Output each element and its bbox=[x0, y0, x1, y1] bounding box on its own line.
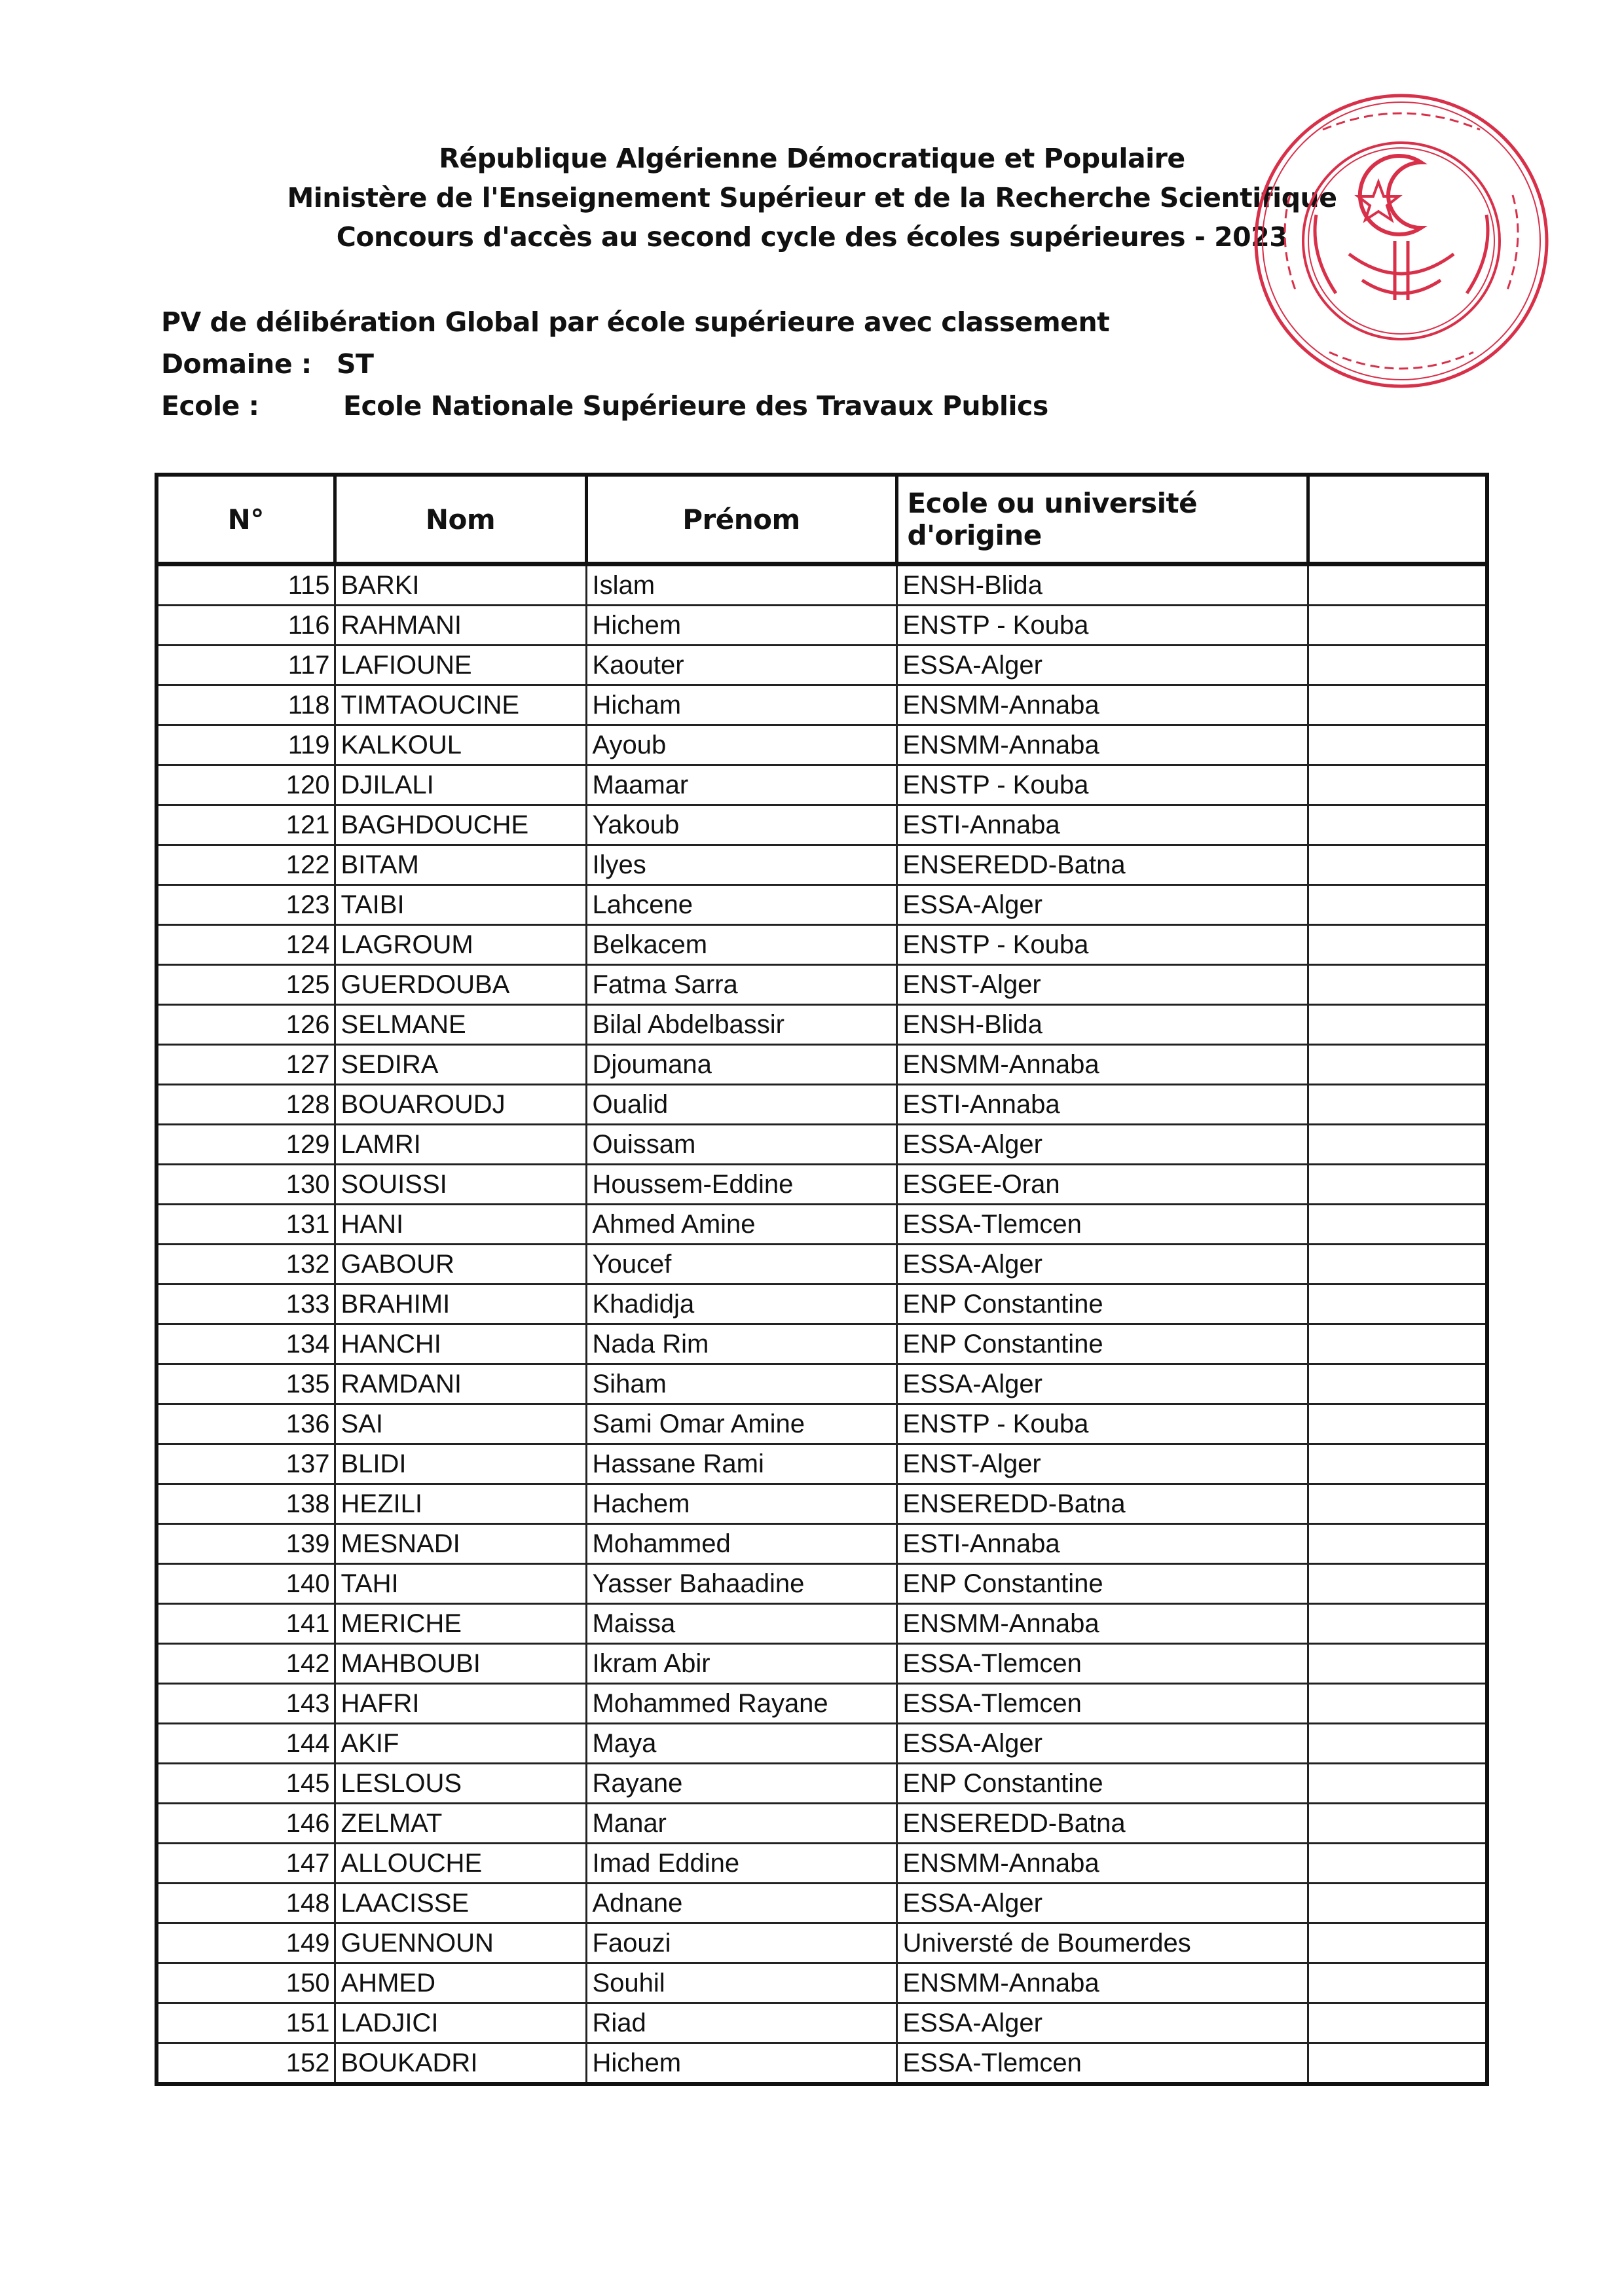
table-row bbox=[157, 1644, 1487, 1684]
table-row bbox=[157, 1884, 1487, 1923]
row-nom: MAHBOUBI bbox=[335, 1644, 586, 1684]
row-number: 123 bbox=[157, 885, 335, 925]
row-ecole-origine: Universté de Boumerdes bbox=[896, 1923, 1308, 1963]
row-empty-cell bbox=[1308, 606, 1487, 646]
row-ecole-origine: ESSA-Tlemcen bbox=[896, 1644, 1308, 1684]
table-row bbox=[157, 564, 1487, 606]
row-nom: LESLOUS bbox=[335, 1764, 586, 1804]
row-prenom: Khadidja bbox=[586, 1285, 896, 1324]
row-number: 139 bbox=[157, 1524, 335, 1564]
row-number: 149 bbox=[157, 1923, 335, 1963]
table-row bbox=[157, 1165, 1487, 1205]
row-number: 143 bbox=[157, 1684, 335, 1724]
row-prenom: Islam bbox=[586, 564, 896, 606]
row-nom: RAHMANI bbox=[335, 606, 586, 646]
row-empty-cell bbox=[1308, 1644, 1487, 1684]
row-empty-cell bbox=[1308, 685, 1487, 725]
row-prenom: Riad bbox=[586, 2003, 896, 2043]
table-row bbox=[157, 1844, 1487, 1884]
row-empty-cell bbox=[1308, 1205, 1487, 1245]
row-empty-cell bbox=[1308, 564, 1487, 606]
row-prenom: Sami Omar Amine bbox=[586, 1404, 896, 1444]
row-number: 124 bbox=[157, 925, 335, 965]
row-prenom: Hichem bbox=[586, 2043, 896, 2085]
row-nom: TIMTAOUCINE bbox=[335, 685, 586, 725]
row-prenom: Maissa bbox=[586, 1604, 896, 1644]
row-nom: HANI bbox=[335, 1205, 586, 1245]
row-prenom: Mohammed bbox=[586, 1524, 896, 1564]
row-prenom: Souhil bbox=[586, 1963, 896, 2003]
row-empty-cell bbox=[1308, 765, 1487, 805]
ecole-value: Ecole Nationale Supérieure des Travaux Publics bbox=[343, 390, 1048, 422]
row-prenom: Yakoub bbox=[586, 805, 896, 845]
row-ecole-origine: ENSMM-Annaba bbox=[896, 1604, 1308, 1644]
row-ecole-origine: ENST-Alger bbox=[896, 965, 1308, 1005]
row-number: 135 bbox=[157, 1364, 335, 1404]
table-row bbox=[157, 765, 1487, 805]
row-number: 122 bbox=[157, 845, 335, 885]
row-empty-cell bbox=[1308, 1245, 1487, 1285]
row-nom: AHMED bbox=[335, 1963, 586, 2003]
row-empty-cell bbox=[1308, 1285, 1487, 1324]
header-ministry: Ministère de l'Enseignement Supérieur et de la Recherche Scientifique bbox=[287, 182, 1337, 213]
row-ecole-origine: ESSA-Alger bbox=[896, 1884, 1308, 1923]
row-nom: ALLOUCHE bbox=[335, 1844, 586, 1884]
row-ecole-origine: ENSMM-Annaba bbox=[896, 1045, 1308, 1085]
row-empty-cell bbox=[1308, 2043, 1487, 2085]
row-empty-cell bbox=[1308, 1524, 1487, 1564]
row-empty-cell bbox=[1308, 1844, 1487, 1884]
row-number: 138 bbox=[157, 1484, 335, 1524]
row-prenom: Ouissam bbox=[586, 1125, 896, 1165]
ecole-label: Ecole : bbox=[161, 390, 259, 422]
row-prenom: Oualid bbox=[586, 1085, 896, 1125]
row-empty-cell bbox=[1308, 1684, 1487, 1724]
row-number: 142 bbox=[157, 1644, 335, 1684]
row-nom: MESNADI bbox=[335, 1524, 586, 1564]
row-nom: SAI bbox=[335, 1404, 586, 1444]
row-nom: LAMRI bbox=[335, 1125, 586, 1165]
row-number: 115 bbox=[157, 564, 335, 606]
row-empty-cell bbox=[1308, 1404, 1487, 1444]
results-table-wrapper bbox=[155, 473, 1485, 2086]
row-empty-cell bbox=[1308, 925, 1487, 965]
header-empty bbox=[1308, 475, 1487, 564]
table-row bbox=[157, 1724, 1487, 1764]
table-row bbox=[157, 1245, 1487, 1285]
row-number: 131 bbox=[157, 1205, 335, 1245]
row-nom: LAACISSE bbox=[335, 1884, 586, 1923]
row-nom: LAFIOUNE bbox=[335, 646, 586, 685]
table-row bbox=[157, 1764, 1487, 1804]
table-row bbox=[157, 1324, 1487, 1364]
row-nom: GABOUR bbox=[335, 1245, 586, 1285]
row-empty-cell bbox=[1308, 885, 1487, 925]
row-prenom: Maya bbox=[586, 1724, 896, 1764]
table-row bbox=[157, 1923, 1487, 1963]
table-row bbox=[157, 845, 1487, 885]
row-empty-cell bbox=[1308, 1444, 1487, 1484]
row-prenom: Ahmed Amine bbox=[586, 1205, 896, 1245]
row-ecole-origine: ESSA-Alger bbox=[896, 1125, 1308, 1165]
row-nom: HEZILI bbox=[335, 1484, 586, 1524]
row-ecole-origine: ENSEREDD-Batna bbox=[896, 1804, 1308, 1844]
table-row bbox=[157, 1364, 1487, 1404]
row-nom: GUENNOUN bbox=[335, 1923, 586, 1963]
row-nom: RAMDANI bbox=[335, 1364, 586, 1404]
table-row bbox=[157, 1205, 1487, 1245]
row-nom: BOUKADRI bbox=[335, 2043, 586, 2085]
row-ecole-origine: ENSMM-Annaba bbox=[896, 685, 1308, 725]
row-ecole-origine: ENSTP - Kouba bbox=[896, 1404, 1308, 1444]
table-body bbox=[157, 564, 1487, 2085]
row-nom: KALKOUL bbox=[335, 725, 586, 765]
row-nom: SEDIRA bbox=[335, 1045, 586, 1085]
row-ecole-origine: ENSTP - Kouba bbox=[896, 606, 1308, 646]
row-prenom: Ilyes bbox=[586, 845, 896, 885]
header-contest: Concours d'accès au second cycle des écoles supérieures - 2023 bbox=[336, 221, 1288, 253]
row-prenom: Manar bbox=[586, 1804, 896, 1844]
row-prenom: Djoumana bbox=[586, 1045, 896, 1085]
row-prenom: Imad Eddine bbox=[586, 1844, 896, 1884]
row-number: 146 bbox=[157, 1804, 335, 1844]
table-row bbox=[157, 1404, 1487, 1444]
row-nom: BARKI bbox=[335, 564, 586, 606]
row-nom: GUERDOUBA bbox=[335, 965, 586, 1005]
row-number: 117 bbox=[157, 646, 335, 685]
row-empty-cell bbox=[1308, 845, 1487, 885]
row-number: 129 bbox=[157, 1125, 335, 1165]
row-number: 126 bbox=[157, 1005, 335, 1045]
header-ecole-origine: Ecole ou université d'origine bbox=[896, 475, 1308, 564]
row-nom: ZELMAT bbox=[335, 1804, 586, 1844]
row-prenom: Maamar bbox=[586, 765, 896, 805]
row-number: 147 bbox=[157, 1844, 335, 1884]
row-empty-cell bbox=[1308, 646, 1487, 685]
table-row bbox=[157, 885, 1487, 925]
table-row bbox=[157, 606, 1487, 646]
row-ecole-origine: ESSA-Tlemcen bbox=[896, 1205, 1308, 1245]
table-row bbox=[157, 685, 1487, 725]
row-number: 130 bbox=[157, 1165, 335, 1205]
row-number: 121 bbox=[157, 805, 335, 845]
table-row bbox=[157, 646, 1487, 685]
row-ecole-origine: ESSA-Alger bbox=[896, 646, 1308, 685]
row-empty-cell bbox=[1308, 1085, 1487, 1125]
row-empty-cell bbox=[1308, 1125, 1487, 1165]
header-republic: République Algérienne Démocratique et Populaire bbox=[439, 143, 1185, 174]
row-nom: DJILALI bbox=[335, 765, 586, 805]
row-empty-cell bbox=[1308, 965, 1487, 1005]
row-ecole-origine: ESSA-Alger bbox=[896, 2003, 1308, 2043]
row-prenom: Hicham bbox=[586, 685, 896, 725]
table-row bbox=[157, 1045, 1487, 1085]
row-nom: HAFRI bbox=[335, 1684, 586, 1724]
row-nom: BITAM bbox=[335, 845, 586, 885]
row-number: 140 bbox=[157, 1564, 335, 1604]
row-ecole-origine: ESTI-Annaba bbox=[896, 1524, 1308, 1564]
domaine-label: Domaine : bbox=[161, 348, 312, 380]
official-seal-icon bbox=[1244, 84, 1559, 398]
row-nom: AKIF bbox=[335, 1724, 586, 1764]
header-number: N° bbox=[157, 475, 335, 564]
row-ecole-origine: ESSA-Alger bbox=[896, 1724, 1308, 1764]
row-number: 125 bbox=[157, 965, 335, 1005]
row-nom: SOUISSI bbox=[335, 1165, 586, 1205]
row-number: 136 bbox=[157, 1404, 335, 1444]
row-prenom: Bilal Abdelbassir bbox=[586, 1005, 896, 1045]
row-number: 145 bbox=[157, 1764, 335, 1804]
row-number: 151 bbox=[157, 2003, 335, 2043]
results-table bbox=[155, 473, 1489, 2086]
row-ecole-origine: ENSMM-Annaba bbox=[896, 1963, 1308, 2003]
row-ecole-origine: ESSA-Alger bbox=[896, 885, 1308, 925]
row-ecole-origine: ENP Constantine bbox=[896, 1285, 1308, 1324]
table-row bbox=[157, 1085, 1487, 1125]
row-nom: LAGROUM bbox=[335, 925, 586, 965]
table-row bbox=[157, 925, 1487, 965]
row-number: 152 bbox=[157, 2043, 335, 2085]
row-empty-cell bbox=[1308, 1045, 1487, 1085]
table-row bbox=[157, 1564, 1487, 1604]
row-empty-cell bbox=[1308, 1764, 1487, 1804]
row-empty-cell bbox=[1308, 2003, 1487, 2043]
row-number: 120 bbox=[157, 765, 335, 805]
table-row bbox=[157, 1484, 1487, 1524]
table-row bbox=[157, 2003, 1487, 2043]
row-prenom: Belkacem bbox=[586, 925, 896, 965]
table-row bbox=[157, 1604, 1487, 1644]
row-empty-cell bbox=[1308, 1324, 1487, 1364]
row-number: 128 bbox=[157, 1085, 335, 1125]
row-nom: BRAHIMI bbox=[335, 1285, 586, 1324]
table-row bbox=[157, 805, 1487, 845]
row-ecole-origine: ENSMM-Annaba bbox=[896, 1844, 1308, 1884]
row-nom: LADJICI bbox=[335, 2003, 586, 2043]
row-nom: TAHI bbox=[335, 1564, 586, 1604]
row-ecole-origine: ESSA-Alger bbox=[896, 1364, 1308, 1404]
table-row bbox=[157, 2043, 1487, 2085]
table-row bbox=[157, 1524, 1487, 1564]
table-row bbox=[157, 1125, 1487, 1165]
row-ecole-origine: ENSH-Blida bbox=[896, 564, 1308, 606]
table-row bbox=[157, 725, 1487, 765]
row-prenom: Houssem-Eddine bbox=[586, 1165, 896, 1205]
row-empty-cell bbox=[1308, 805, 1487, 845]
row-nom: MERICHE bbox=[335, 1604, 586, 1644]
row-prenom: Nada Rim bbox=[586, 1324, 896, 1364]
row-number: 137 bbox=[157, 1444, 335, 1484]
row-number: 116 bbox=[157, 606, 335, 646]
row-prenom: Adnane bbox=[586, 1884, 896, 1923]
row-prenom: Hichem bbox=[586, 606, 896, 646]
row-empty-cell bbox=[1308, 1165, 1487, 1205]
table-row bbox=[157, 1285, 1487, 1324]
row-prenom: Hachem bbox=[586, 1484, 896, 1524]
table-row bbox=[157, 965, 1487, 1005]
row-number: 150 bbox=[157, 1963, 335, 2003]
row-ecole-origine: ENSMM-Annaba bbox=[896, 725, 1308, 765]
row-prenom: Fatma Sarra bbox=[586, 965, 896, 1005]
row-empty-cell bbox=[1308, 1724, 1487, 1764]
table-row bbox=[157, 1005, 1487, 1045]
header-nom: Nom bbox=[335, 475, 586, 564]
row-ecole-origine: ENSTP - Kouba bbox=[896, 765, 1308, 805]
row-nom: SELMANE bbox=[335, 1005, 586, 1045]
row-nom: HANCHI bbox=[335, 1324, 586, 1364]
row-number: 144 bbox=[157, 1724, 335, 1764]
row-ecole-origine: ENSEREDD-Batna bbox=[896, 1484, 1308, 1524]
row-ecole-origine: ESSA-Tlemcen bbox=[896, 1684, 1308, 1724]
table-row bbox=[157, 1963, 1487, 2003]
row-number: 133 bbox=[157, 1285, 335, 1324]
row-prenom: Kaouter bbox=[586, 646, 896, 685]
table-row bbox=[157, 1684, 1487, 1724]
row-nom: BLIDI bbox=[335, 1444, 586, 1484]
row-ecole-origine: ENP Constantine bbox=[896, 1764, 1308, 1804]
row-prenom: Youcef bbox=[586, 1245, 896, 1285]
row-empty-cell bbox=[1308, 1564, 1487, 1604]
row-empty-cell bbox=[1308, 1005, 1487, 1045]
row-ecole-origine: ESSA-Tlemcen bbox=[896, 2043, 1308, 2085]
row-empty-cell bbox=[1308, 1923, 1487, 1963]
row-ecole-origine: ESGEE-Oran bbox=[896, 1165, 1308, 1205]
row-number: 148 bbox=[157, 1884, 335, 1923]
header-prenom: Prénom bbox=[586, 475, 896, 564]
domaine-value: ST bbox=[337, 348, 374, 380]
row-prenom: Hassane Rami bbox=[586, 1444, 896, 1484]
row-ecole-origine: ENP Constantine bbox=[896, 1564, 1308, 1604]
row-ecole-origine: ENSEREDD-Batna bbox=[896, 845, 1308, 885]
row-number: 134 bbox=[157, 1324, 335, 1364]
row-empty-cell bbox=[1308, 1484, 1487, 1524]
row-nom: TAIBI bbox=[335, 885, 586, 925]
row-prenom: Ikram Abir bbox=[586, 1644, 896, 1684]
row-ecole-origine: ESTI-Annaba bbox=[896, 805, 1308, 845]
table-row bbox=[157, 1804, 1487, 1844]
row-number: 132 bbox=[157, 1245, 335, 1285]
row-ecole-origine: ENSH-Blida bbox=[896, 1005, 1308, 1045]
row-number: 119 bbox=[157, 725, 335, 765]
row-ecole-origine: ESSA-Alger bbox=[896, 1245, 1308, 1285]
row-empty-cell bbox=[1308, 1884, 1487, 1923]
row-prenom: Lahcene bbox=[586, 885, 896, 925]
deliberation-title: PV de délibération Global par école supérieure avec classement bbox=[161, 306, 1110, 338]
row-empty-cell bbox=[1308, 725, 1487, 765]
row-prenom: Mohammed Rayane bbox=[586, 1684, 896, 1724]
table-row bbox=[157, 1444, 1487, 1484]
row-prenom: Faouzi bbox=[586, 1923, 896, 1963]
table-header-row bbox=[157, 475, 1487, 564]
row-empty-cell bbox=[1308, 1604, 1487, 1644]
row-prenom: Ayoub bbox=[586, 725, 896, 765]
row-ecole-origine: ENSTP - Kouba bbox=[896, 925, 1308, 965]
row-nom: BAGHDOUCHE bbox=[335, 805, 586, 845]
row-empty-cell bbox=[1308, 1963, 1487, 2003]
row-empty-cell bbox=[1308, 1804, 1487, 1844]
row-number: 118 bbox=[157, 685, 335, 725]
row-number: 141 bbox=[157, 1604, 335, 1644]
row-ecole-origine: ENP Constantine bbox=[896, 1324, 1308, 1364]
row-ecole-origine: ESTI-Annaba bbox=[896, 1085, 1308, 1125]
row-ecole-origine: ENST-Alger bbox=[896, 1444, 1308, 1484]
row-prenom: Siham bbox=[586, 1364, 896, 1404]
row-number: 127 bbox=[157, 1045, 335, 1085]
row-nom: BOUAROUDJ bbox=[335, 1085, 586, 1125]
row-prenom: Rayane bbox=[586, 1764, 896, 1804]
row-empty-cell bbox=[1308, 1364, 1487, 1404]
row-prenom: Yasser Bahaadine bbox=[586, 1564, 896, 1604]
